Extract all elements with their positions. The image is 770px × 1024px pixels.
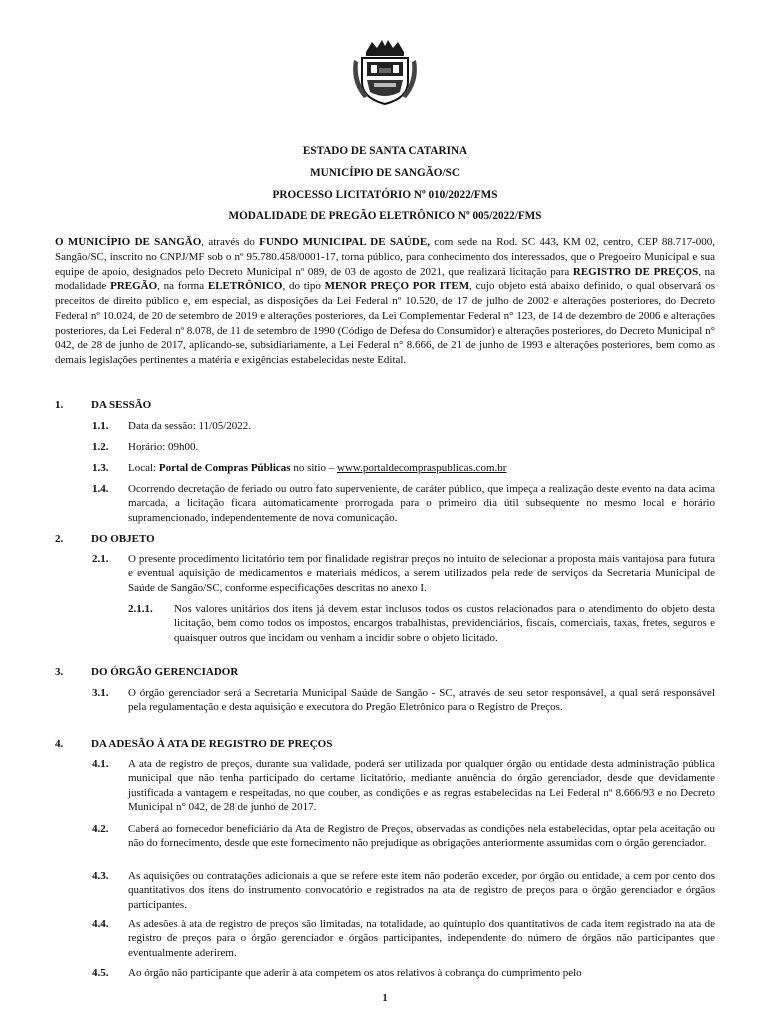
clause-4-4: 4.4. As adesões à ata de registro de preços são limitadas, na totalidade, ao quíntuplo dos quantitativos de cada item registrado na ata de registro de preços para o órgão gerenciador e órgãos participantes, independente do número de órgãos não participantes que eventualmente aderirem. [92,918,715,959]
section-heading-4: 4. DA ADESÃO À ATA DE REGISTRO DE PREÇOS [55,738,333,750]
modality-heading: MODALIDADE DE PREGÃO ELETRÔNICO Nº 005/2022/FMS [228,210,542,222]
clause-2-1: 2.1. O presente procedimento licitatório tem por finalidade registrar preços no intuito de selecionar a proposta mais vantajosa para futura e eventual aquisição de medicamentos e materiais médicos, a serem utilizados pela rede de serviços da Secretaria Municipal de Saúde de Sangão/SC, conforme especificações descritas no anexo I. [92,553,715,594]
municipality-heading: MUNICÍPIO DE SANGÃO/SC [310,167,460,179]
clause-4-1: 4.1. A ata de registro de preços, durante sua validade, poderá ser utilizada por qualquer órgão ou entidade desta administração pública municipal que não tenha participado do certame licitatório, mediante anuência do órgão gerenciador, desde que devidamente justificada a vantagem e respeitadas, no que couber, as condições e as regras estabelecidas na Lei Federal nº 8.666/93 e no Decreto Municipal n° 042, de 28 de junho de 2017. [92,758,715,814]
municipal-coat-of-arms-icon [352,38,418,108]
clause-1-3: 1.3. Local: Portal de Compras Públicas no sitio – www.portaldecompraspublicas.com.br [92,462,507,474]
clause-4-2: 4.2. Caberá ao fornecedor beneficiário da Ata de Registro de Preços, observadas as condições nela estabelecidas, optar pela aceitação ou não do fornecimento, desde que este fornecimento não prejudique as obrigações anteriormente assumidas com o órgão gerenciador. [92,823,715,850]
preamble-fund: FUNDO MUNICIPAL DE SAÚDE, [259,236,430,248]
preamble-municipality: O MUNICÍPIO DE SANGÃO [55,236,202,248]
clause-2-1-1: 2.1.1. Nos valores unitários dos itens já devem estar inclusos todos os custos relacionados para o atendimento do objeto desta licitação, bem como todos os impostos, encargos trabalhistas, previdenciários, fiscais, comerciais, taxas, fretes, seguros e quaisquer outros que incidam ou venham a incidir sobre o objeto licitado. [128,603,715,644]
page-number: 1 [382,993,388,1004]
clause-4-3: 4.3. As aquisições ou contratações adicionais a que se refere este item não poderão exceder, por órgão ou entidade, a cem por cento dos quantitativos dos itens do instrumento convocatório e registrados na ata de registro de preços para o órgão gerenciador e órgãos participantes. [92,870,715,911]
preamble-paragraph: O MUNICÍPIO DE SANGÃO, através do FUNDO MUNICIPAL DE SAÚDE, com sede na Rod. SC 443, KM 02, centro, CEP 88.717-000, Sangão/SC, inscrito no CNPJ/MF sob o nº 95.780.458/0001-17, torna público, para conhecimento dos interessados, que o Pregoeiro Municipal e sua equipe de apoio, designados pelo Decreto Municipal nº 089, de 03 de agosto de 2021, que realizará licitação para REGISTRO DE PREÇOS, na modalidade PREGÃO, na forma ELETRÔNICO, do tipo MENOR PREÇO POR ITEM, cujo objeto está abaixo definido, o qual observará os preceitos de direito público e, em especial, as disposições da Lei Federal nº 10.520, de 17 de julho de 2002 e alterações posteriores, do Decreto Federal nº 10.024, de 20 de setembro de 2019 e alterações posteriores, da Lei Complementar Federal n° 123, de 14 de dezembro de 2006 e alterações posteriores, da Lei Federal nº 8.078, de 11 de setembro de 1990 (Código de Defesa do Consumidor) e alterações posteriores, do Decreto Municipal n° 042, de 28 de junho de 2017, aplicando-se, subsidiariamente, a Lei Federal n° 8.666, de 21 de junho de 1993 e alterações posteriores, bem como as demais legislações pertinentes a matéria e exigências estabelecidas neste Edital. [55,236,715,366]
section-heading-2: 2. DO OBJETO [55,533,155,545]
section-heading-3: 3. DO ÓRGÃO GERENCIADOR [55,666,239,678]
portal-link[interactable]: www.portaldecompraspublicas.com.br [337,462,507,474]
section-heading-1: 1. DA SESSÃO [55,399,152,411]
clause-1-1: 1.1. Data da sessão: 11/05/2022. [92,420,252,432]
state-heading: ESTADO DE SANTA CATARINA [302,145,468,157]
clause-3-1: 3.1. O órgão gerenciador será a Secretaria Municipal Saúde de Sangão - SC, através de seu setor responsável, a qual será responsável pela regulamentação e desta aquisição e executora do Pregão Eletrônico para o Registro de Preços. [92,687,715,714]
clause-4-5: 4.5. Ao órgão não participante que aderir à ata competem os atos relativos à cobrança do cumprimento pelo [92,967,582,979]
clause-1-2: 1.2. Horário: 09h00. [92,441,199,453]
process-heading: PROCESSO LICITATÓRIO Nº 010/2022/FMS [272,189,498,201]
clause-1-4: 1.4. Ocorrendo decretação de feriado ou outro fato superveniente, de caráter público, que impeça a realização deste evento na data acima marcada, a licitação ficara automaticamente prorrogada para o primeiro dia útil subsequente no mesmo local e horário supramencionado, independentemente de nova comunicação. [92,483,715,524]
